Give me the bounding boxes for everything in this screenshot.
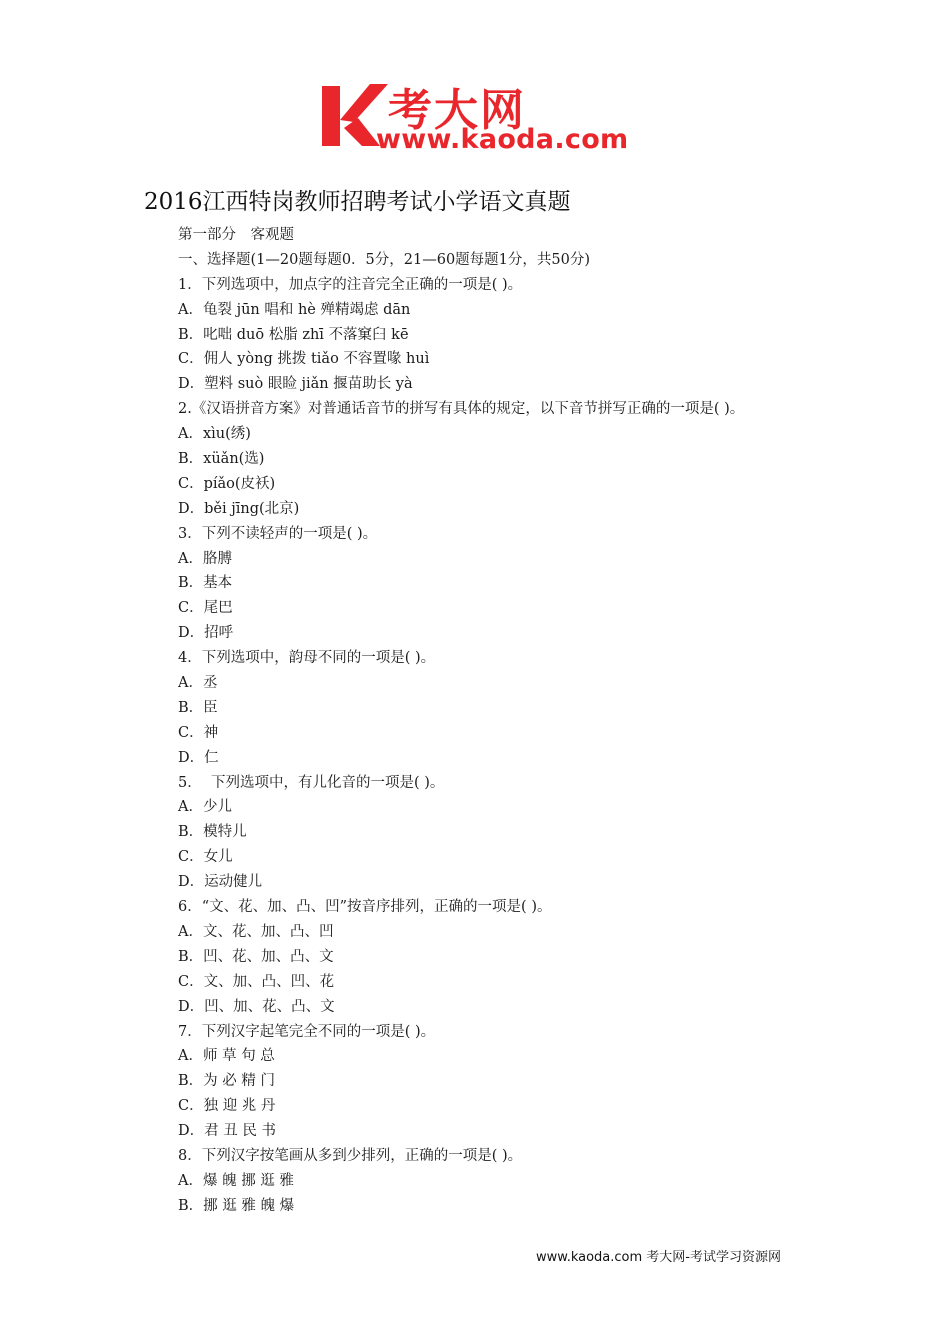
text-line: C．佣人 yòng 挑拨 tiǎo 不容置喙 huì [178,351,430,368]
text-line: B．为 必 精 门 [178,1073,275,1090]
text-line: B．模特儿 [178,824,247,841]
text-line: D．凹、加、花、凸、文 [178,998,335,1015]
text-line: 1．下列选项中，加点字的注音完全正确的一项是( )。 [178,276,523,293]
text-line: 3．下列不读轻声的一项是( )。 [178,525,378,542]
text-line: A．师 草 句 总 [178,1048,275,1065]
text-line: C．神 [178,724,219,741]
logo-url-text: www.kaoda.com [376,124,629,155]
text-line: 6．“文、花、加、凸、凹”按音序排列，正确的一项是( )。 [178,899,552,916]
text-line: D．君 丑 民 书 [178,1123,276,1140]
text-line: A．xìu(绣) [178,426,251,443]
kaoda-logo [318,80,648,160]
text-line: A．少儿 [178,799,232,816]
logo-chinese-text: 考大网 [388,85,526,136]
text-line: C．女儿 [178,849,233,866]
text-line: D．运动健儿 [178,874,263,891]
footer-text: www.kaoda.com 考大网-考试学习资源网 [536,1250,781,1265]
text-line: A．爆 魄 挪 逛 雅 [178,1172,294,1189]
text-line: B．xüǎn(选) [178,451,265,468]
text-line: B．凹、花、加、凸、文 [178,948,334,965]
text-line: 5． 下列选项中，有儿化音的一项是( )。 [178,774,445,791]
text-line: C．píǎo(皮袄) [178,475,276,492]
text-line: B．基本 [178,575,233,592]
text-line: C．独 迎 兆 丹 [178,1098,276,1115]
text-line: D．招呼 [178,625,234,642]
text-line: 2.《汉语拼音方案》对普通话音节的拼写有具体的规定，以下音节拼写正确的一项是( )。 [178,401,745,418]
text-line: A．龟裂 jūn 唱和 hè 殚精竭虑 dān [178,301,411,318]
text-line: A．文、花、加、凸、凹 [178,923,334,940]
text-line: 8．下列汉字按笔画从多到少排列，正确的一项是( )。 [178,1147,523,1164]
text-line: D．仁 [178,749,219,766]
text-line: A．丞 [178,675,218,692]
text-line: B．挪 逛 雅 魄 爆 [178,1197,295,1214]
text-line: 7．下列汉字起笔完全不同的一项是( )。 [178,1023,436,1040]
text-line: D．běi jīng(北京) [178,500,300,517]
text-line: C．文、加、凸、凹、花 [178,973,335,990]
text-line: 4．下列选项中，韵母不同的一项是( )。 [178,650,436,667]
text-line: B．臣 [178,699,218,716]
text-line: 一、选择题(1—20题每题0．5分，21—60题每题1分，共50分) [178,251,591,268]
text-line: C．尾巴 [178,600,233,617]
document-title: 2016江西特岗教师招聘考试小学语文真题 [144,189,571,215]
question-content [178,223,878,1219]
text-line: B．叱咄 duō 松脂 zhī 不落窠臼 kē [178,326,409,343]
text-line: D．塑料 suò 眼睑 jiǎn 揠苗助长 yà [178,376,413,393]
text-line: 第一部分 客观题 [178,227,294,243]
text-line: A．胳膊 [178,550,232,567]
